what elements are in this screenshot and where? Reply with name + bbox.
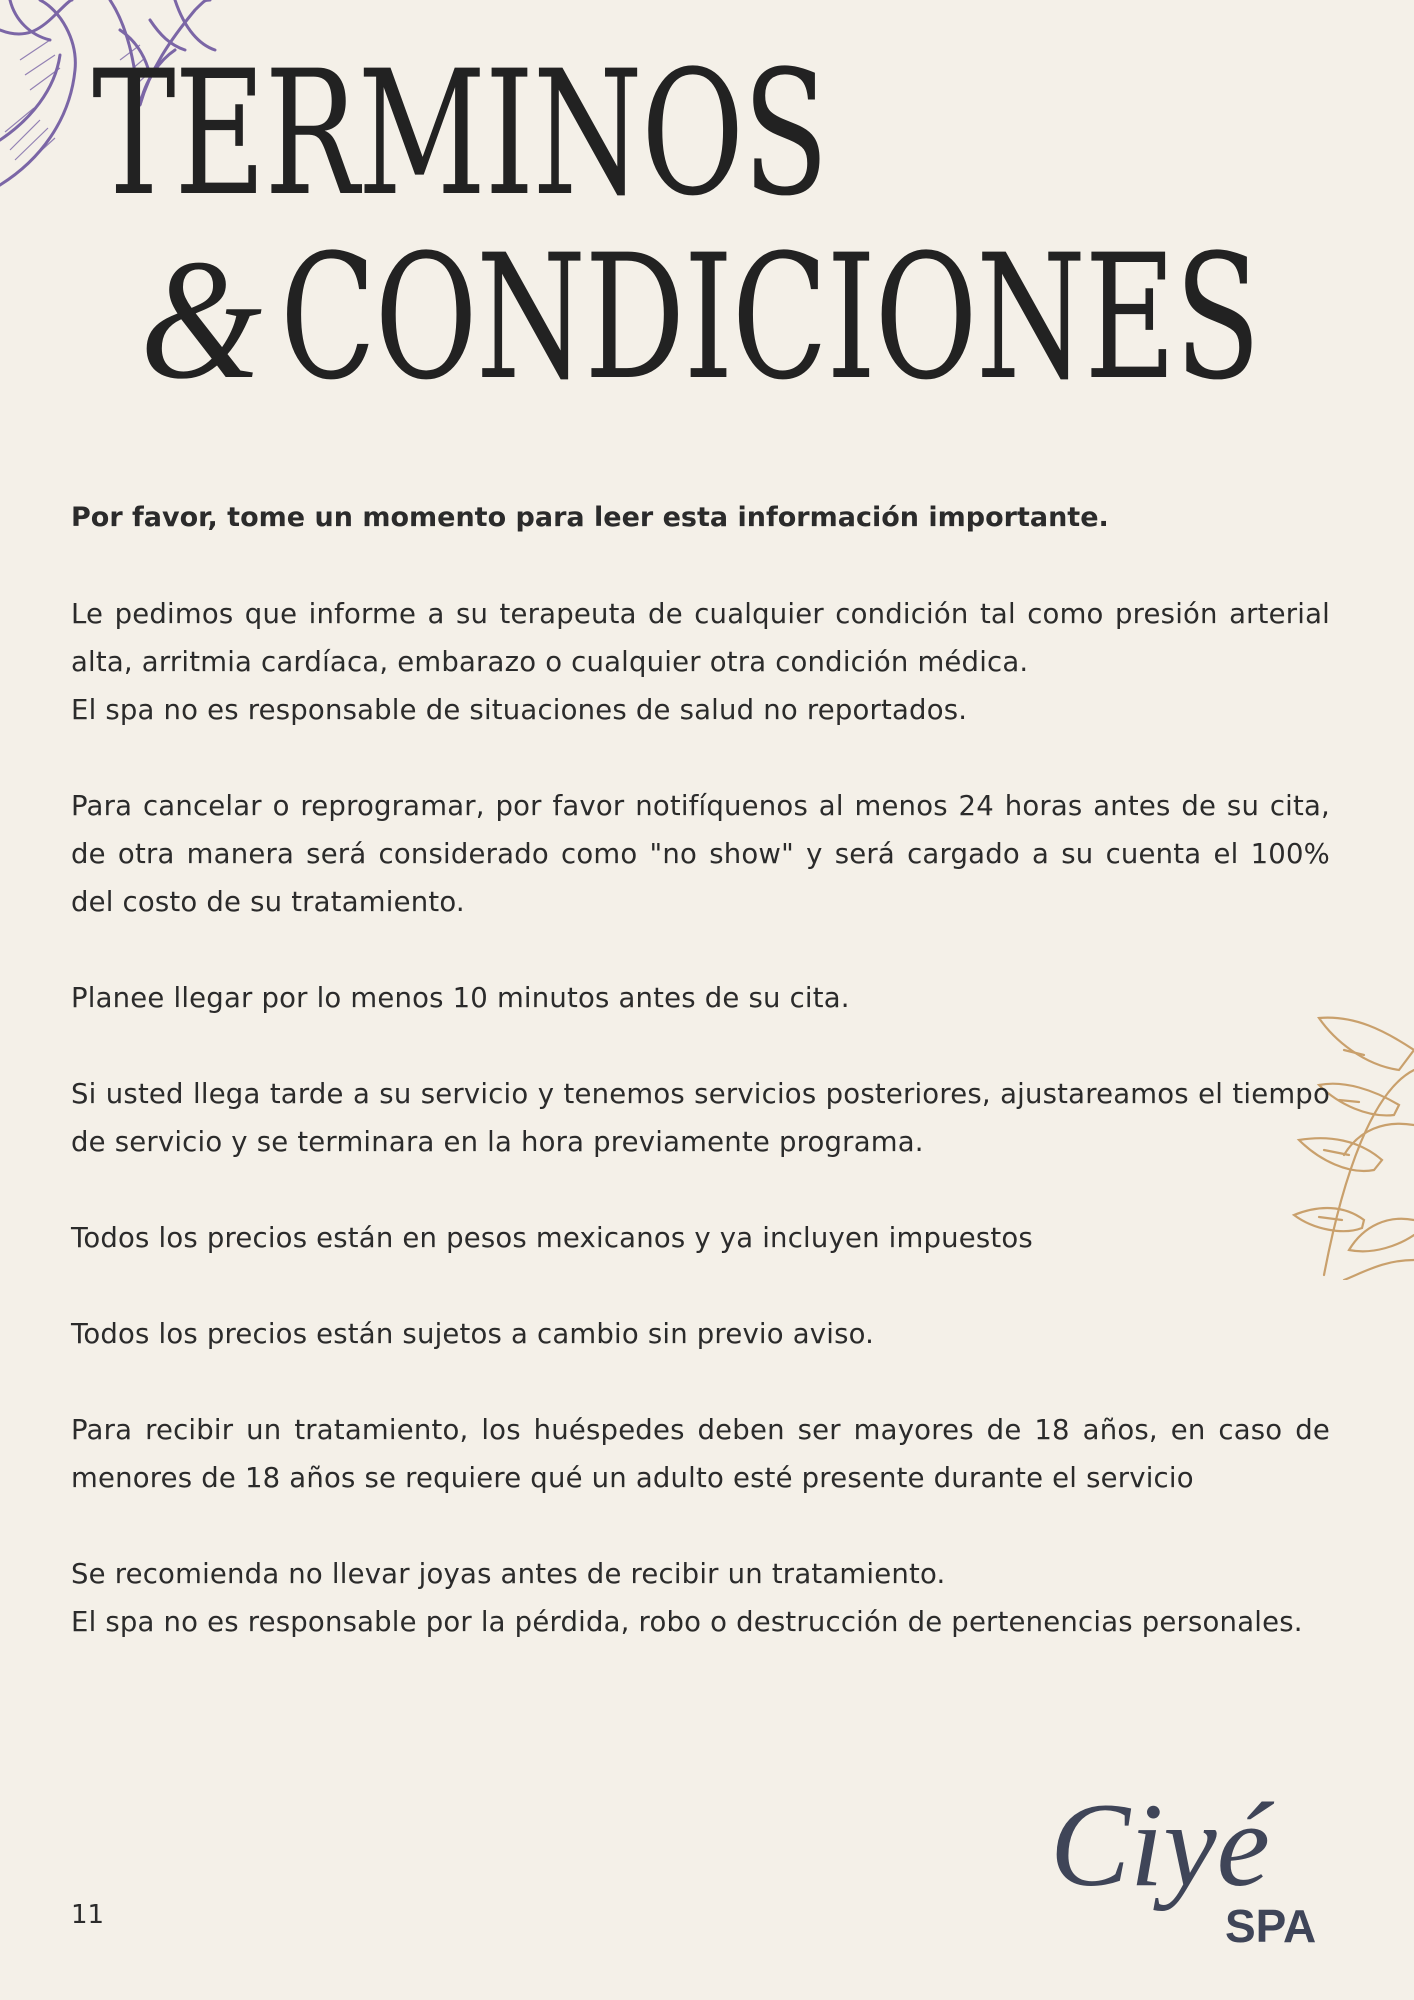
terms-paragraph-jewelry <box>71 1550 1330 1646</box>
logo-script: Ciyé <box>1050 1778 1270 1911</box>
terms-content <box>71 494 1330 1694</box>
page-number: 11 <box>71 1900 105 1930</box>
paragraph-line: El spa no es responsable de situaciones de salud no reportados. <box>71 694 968 726</box>
title-ampersand: & <box>140 225 261 415</box>
ciye-spa-logo <box>1040 1770 1340 1950</box>
terms-paragraph-cancel <box>71 782 1330 926</box>
terms-paragraph-medical <box>71 590 1330 734</box>
paragraph-line: Le pedimos que informe a su terapeuta de cualquier condición tal como presión arterial alta, arritmia cardíaca, embarazo o cualquier otra condición médica. <box>71 598 1330 678</box>
title-condiciones-text: CONDICIONES <box>280 217 1260 418</box>
paragraph-line: Todos los precios están sujetos a cambio sin previo aviso. <box>71 1318 875 1350</box>
logo-sub: SPA <box>1225 1900 1317 1950</box>
paragraph-line: Planee llegar por lo menos 10 minutos antes de su cita. <box>71 982 850 1014</box>
paragraph-line: Se recomienda no llevar joyas antes de recibir un tratamiento. <box>71 1558 946 1590</box>
terms-paragraph-prices-taxes <box>71 1214 1330 1262</box>
paragraph-line: Para recibir un tratamiento, los huéspedes deben ser mayores de 18 años, en caso de menores de 18 años se requiere qué un adulto esté presente durante el servicio <box>71 1414 1330 1494</box>
paragraph-line: El spa no es responsable por la pérdida, robo o destrucción de pertenencias personales. <box>71 1606 1303 1638</box>
terms-paragraph-arrival <box>71 974 1330 1022</box>
intro-text: Por favor, tome un momento para leer esta información importante. <box>71 502 1109 533</box>
terms-paragraph-prices-change <box>71 1310 1330 1358</box>
paragraph-line: Todos los precios están en pesos mexicanos y ya incluyen impuestos <box>71 1222 1033 1254</box>
paragraph-line: Si usted llega tarde a su servicio y tenemos servicios posteriores, ajustareamos el tiempo de servicio y se terminara en la hora previamente programa. <box>71 1078 1330 1158</box>
paragraph-line: Para cancelar o reprogramar, por favor notifíquenos al menos 24 horas antes de su cita, de otra manera será considerado como "no show" y será cargado a su cuenta el 100% del costo de su tratamiento. <box>71 790 1330 918</box>
title-terminos: TERMINOS <box>92 33 828 234</box>
title-condiciones <box>140 217 1260 418</box>
terms-paragraph-late <box>71 1070 1330 1166</box>
terms-paragraph-age <box>71 1406 1330 1502</box>
